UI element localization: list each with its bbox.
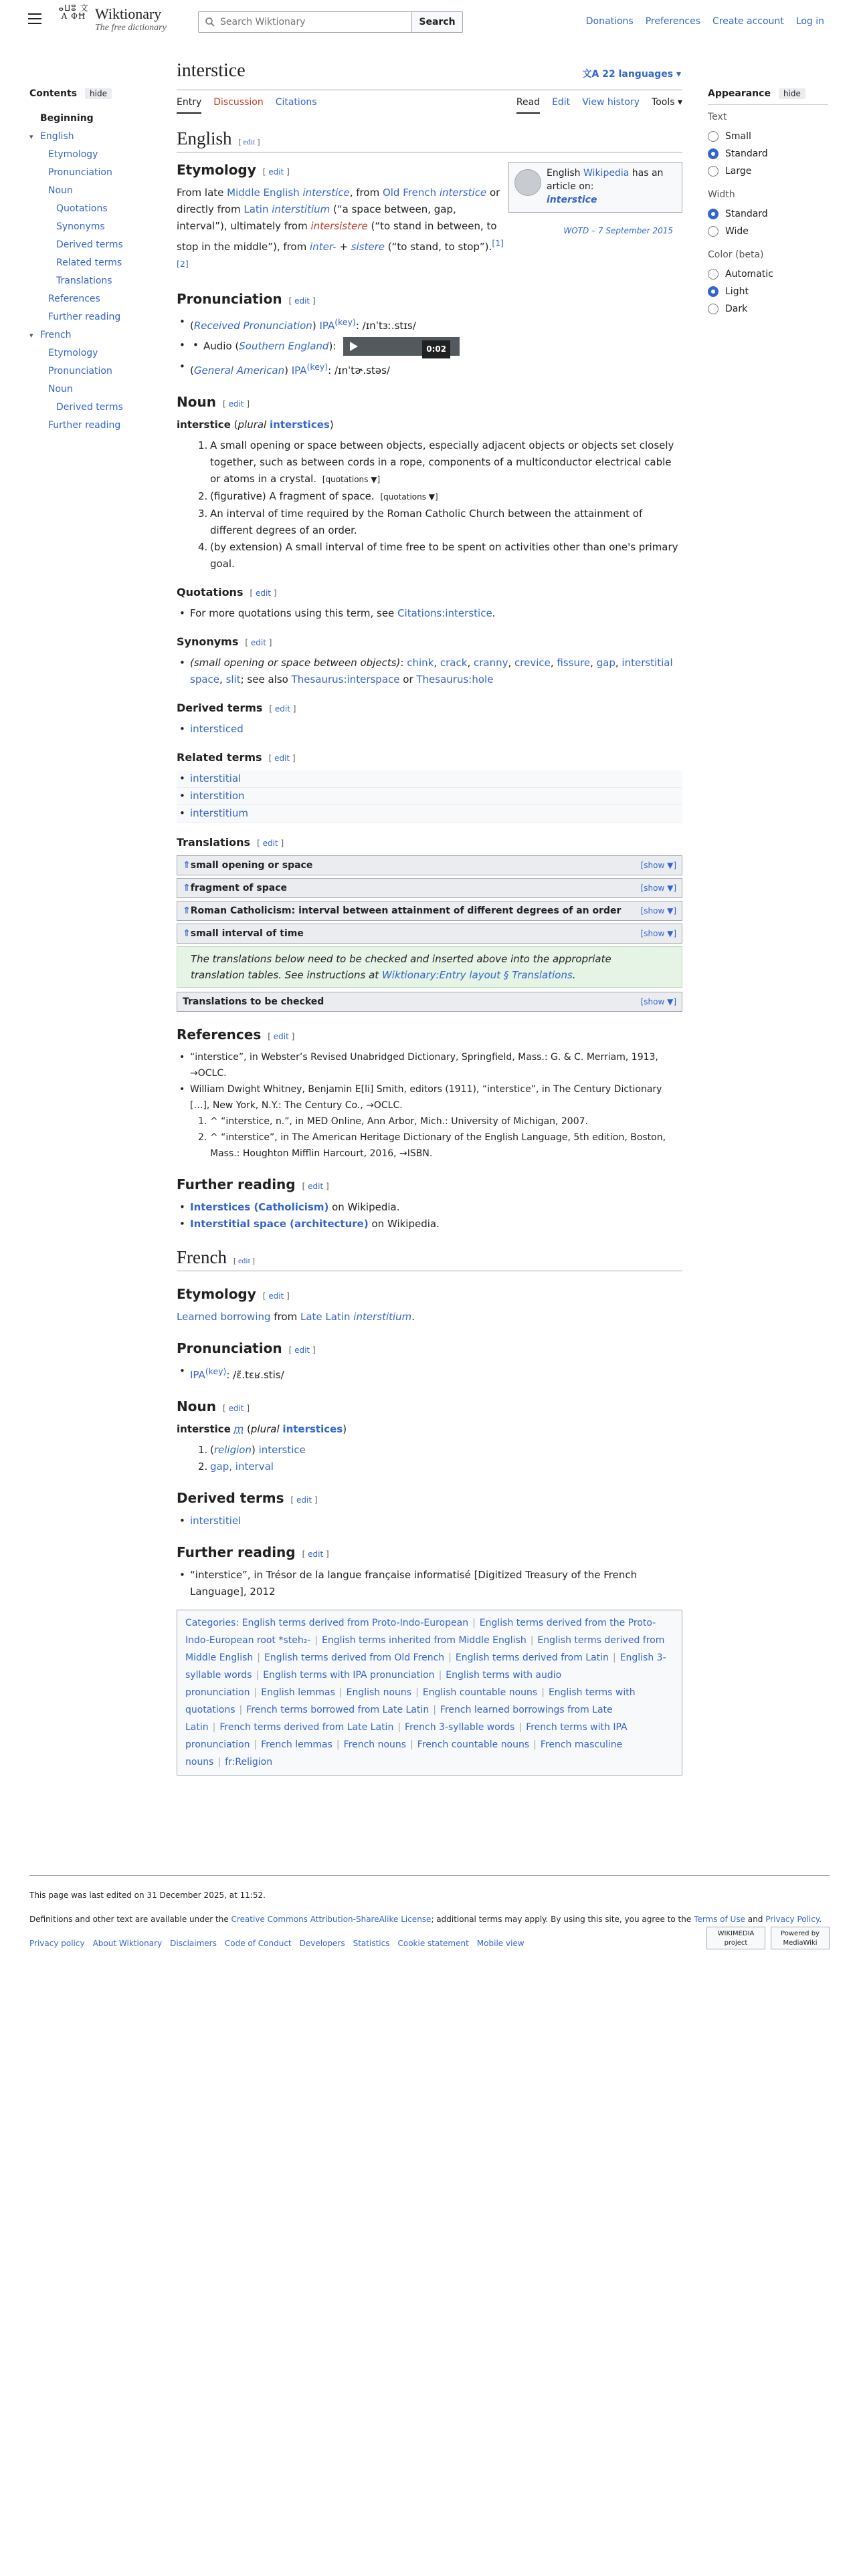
- derived-term: [177, 721, 682, 738]
- toc-item[interactable]: [29, 290, 150, 308]
- fr-derived-heading-text: Derived terms: [177, 1490, 284, 1506]
- cc-license-link[interactable]: Creative Commons Attribution-ShareAlike License: [231, 1915, 432, 1924]
- quotations-heading-text: Quotations: [177, 586, 244, 599]
- numbered-reference: 1. ^ “interstice, n.”, in MED Online, Ann Arbor, Mich.: University of Michigan, 2007.: [198, 1116, 588, 1127]
- log-in-link[interactable]: Log in: [795, 16, 824, 27]
- mediawiki-badge[interactable]: Powered by MediaWiki: [771, 1927, 830, 1949]
- related-heading-text: Related terms: [177, 751, 262, 764]
- translations-heading: Translations [ edit ]: [177, 836, 284, 849]
- radio-label: Standard: [725, 209, 768, 219]
- edit-further-link[interactable]: edit: [308, 1182, 324, 1191]
- toc-item-label: Related terms: [56, 257, 122, 268]
- footer-link[interactable]: About Wiktionary: [92, 1939, 163, 1948]
- synonym-link[interactable]: chink: [407, 657, 434, 669]
- fr-noun-heading-text: Noun: [177, 1398, 216, 1414]
- fr-ipa: • $IPA^{(key)}$: /ɛ̃.tɛʁ.stis/: [177, 1363, 682, 1384]
- wikipedia-logo-icon: [514, 169, 541, 196]
- french-etymology-text: Learned borrowing from Late Latin interstitium.: [177, 1311, 415, 1323]
- edit-noun-link[interactable]: edit: [228, 399, 244, 409]
- toc-item[interactable]: [29, 110, 150, 128]
- preferences-link[interactable]: Preferences: [645, 16, 701, 27]
- translation-table-header[interactable]: ⇑small opening or space [show ▼]: [177, 855, 682, 875]
- edit-fr-etymology-link[interactable]: edit: [268, 1291, 284, 1301]
- quotations-toggle-2[interactable]: [quotations ▼]: [380, 492, 438, 502]
- category-link[interactable]: English terms derived from Latin: [455, 1652, 609, 1663]
- category-link[interactable]: English terms with audio pronunciation: [185, 1670, 562, 1698]
- old-french-link[interactable]: Old French: [382, 187, 437, 199]
- edit-fr-further-link[interactable]: edit: [308, 1549, 324, 1559]
- toc-item[interactable]: [29, 128, 150, 146]
- show-button[interactable]: [show ▼]: [640, 883, 676, 893]
- toc-item-label: Beginning: [40, 113, 94, 124]
- toc-item-label: Further reading: [48, 312, 121, 322]
- toc-item-label: Further reading: [48, 420, 121, 431]
- translation-table-header[interactable]: ⇑small interval of time [show ▼]: [177, 924, 682, 944]
- category-link[interactable]: French masculine nouns: [185, 1739, 623, 1767]
- page-tabs: [177, 90, 682, 114]
- further-heading-text: Further reading: [177, 1176, 296, 1192]
- category-link[interactable]: English lemmas: [261, 1687, 335, 1698]
- radio-label: Standard: [725, 148, 768, 159]
- tab-edit[interactable]: Edit: [552, 97, 571, 108]
- edit-english-link[interactable]: edit: [243, 137, 256, 146]
- toc-item-label: English: [40, 131, 74, 142]
- table-of-contents: [29, 88, 150, 435]
- interstitium-link[interactable]: interstitium: [272, 203, 330, 215]
- chevron-down-icon: ▾: [677, 97, 682, 108]
- interstitium-link[interactable]: interstitium: [353, 1311, 412, 1323]
- french-definitions: [177, 1442, 682, 1475]
- edit-translations-link[interactable]: edit: [262, 839, 278, 848]
- pron-ga: • (General American) $IPA^{(key)}$: /ɪnˈtɚ.stəs/: [177, 358, 682, 379]
- category-link[interactable]: English terms derived from the Proto-Indo-European root *steh₂-: [185, 1618, 656, 1646]
- tab-read[interactable]: Read: [516, 90, 540, 114]
- tab-view-history[interactable]: View history: [582, 97, 640, 108]
- me-interstice-link[interactable]: interstice: [302, 187, 350, 199]
- toc-item-label: Derived terms: [56, 239, 123, 250]
- toc-item[interactable]: [29, 164, 150, 182]
- numbered-reference: 2. ^ “interstice”, in The American Heritage Dictionary of the English Language, 5th edition, Boston, Mass.: Houghton Mifflin Harcourt, 2016, →ISBN.: [198, 1132, 666, 1159]
- language-selector-button[interactable]: 文A 22 languages ▾: [582, 69, 681, 80]
- tools-menu[interactable]: [652, 90, 682, 114]
- radio-button[interactable]: [708, 131, 719, 142]
- last-edited: This page was last edited on 31 December 2025, at 11:52.: [29, 1891, 266, 1900]
- categories-label-link[interactable]: Categories:: [185, 1618, 240, 1628]
- radio-label: Dark: [725, 304, 748, 314]
- wiktionary-logo-icon[interactable]: ⴰⵡⵓ 文A ΦĦ: [58, 3, 89, 21]
- translation-table-header[interactable]: ⇑Roman Catholicism: interval between attainment of different degrees of an order [show ▼]: [177, 901, 682, 921]
- ipa-link[interactable]: IPA: [190, 1369, 205, 1381]
- radio-label: Large: [725, 166, 752, 177]
- english-etymology-text: From late Middle English interstice, from Old French interstice or directly from Latin interstitium (“a space between, gap, interval”), ultimately from intersistere (“to stand in between, to stop in the middle”), from inter- + sistere (“to stand, to stop”).[1][2]: [177, 187, 504, 269]
- thesaurus-link[interactable]: Thesaurus:hole: [416, 673, 494, 685]
- appearance-panel: [708, 88, 828, 318]
- category-link[interactable]: French terms with IPA pronunciation: [185, 1722, 628, 1750]
- sistere-link[interactable]: sistere: [351, 241, 385, 253]
- create-account-link[interactable]: Create account: [712, 16, 784, 27]
- english-etymology-heading: Etymology [ edit ]: [177, 162, 290, 178]
- intersticed-link[interactable]: intersticed: [190, 723, 244, 735]
- radio-button[interactable]: [708, 226, 719, 237]
- translations-tables: [177, 855, 682, 1012]
- fr-headword: interstice: [177, 1423, 231, 1435]
- radio-label: Automatic: [725, 269, 773, 280]
- toc-item[interactable]: [29, 308, 150, 326]
- french-headword-line: interstice m (plural interstices): [177, 1423, 347, 1435]
- references-heading: References [ edit ]: [177, 1027, 295, 1043]
- toc-item[interactable]: [29, 399, 150, 417]
- synonym-link[interactable]: slit: [225, 673, 241, 685]
- page-title: interstice: [177, 60, 246, 81]
- edit-synonyms-link[interactable]: edit: [250, 638, 266, 647]
- category-link[interactable]: French nouns: [343, 1739, 407, 1750]
- related-terms-list: [177, 770, 682, 823]
- further-reading-item: • Interstitial space (architecture) on Wikipedia.: [177, 1216, 682, 1232]
- english-noun-heading: Noun [ edit ]: [177, 394, 250, 410]
- edit-fr-noun-link[interactable]: edit: [228, 1404, 244, 1413]
- wikipedia-article-link[interactable]: interstice: [547, 195, 597, 205]
- category-link[interactable]: English terms inherited from Middle English: [322, 1635, 527, 1646]
- radio-option[interactable]: [708, 163, 828, 180]
- infobox-text: English: [547, 168, 581, 179]
- radio-option[interactable]: [708, 205, 828, 223]
- toc-item-label: Derived terms: [56, 402, 123, 413]
- footer-link[interactable]: Developers: [299, 1939, 345, 1948]
- reference-item: • William Dwight Whitney, Benjamin E[li] Smith, editors (1911), “interstice”, in The Century Dictionary […], New York, N.Y.: The Century Co., →OCLC.: [177, 1081, 682, 1113]
- synonyms-heading: Synonyms [ edit ]: [177, 635, 272, 648]
- fr-further-item: • “interstice”, in Trésor de la langue française informatisé [Digitized Treasury of the French Language], 2012: [177, 1567, 682, 1600]
- show-button[interactable]: [show ▼]: [640, 906, 676, 916]
- fr-definition-2: 2. gap, interval: [198, 1461, 274, 1473]
- toc-item-label: Etymology: [48, 348, 98, 358]
- fr-pron-heading-text: Pronunciation: [177, 1340, 282, 1356]
- logo-title[interactable]: Wiktionary: [95, 5, 162, 22]
- fr-derived-term: [177, 1513, 682, 1529]
- toc-title: Contents: [29, 88, 78, 99]
- toc-item[interactable]: [29, 182, 150, 200]
- category-link[interactable]: English terms derived from Middle English: [185, 1635, 665, 1663]
- thesaurus-link[interactable]: Thesaurus:interspace: [291, 673, 400, 685]
- interstitiel-link[interactable]: interstitiel: [190, 1515, 242, 1527]
- category-link[interactable]: English nouns: [346, 1687, 412, 1698]
- religion-link[interactable]: religion: [213, 1444, 252, 1456]
- radio-option[interactable]: [708, 300, 828, 318]
- plural-label: plural: [237, 419, 267, 431]
- late-latin-link[interactable]: Late Latin: [300, 1311, 351, 1323]
- audio-player[interactable]: [343, 337, 460, 356]
- edit-french-link[interactable]: edit: [237, 1256, 250, 1265]
- english-pronunciation-list: [177, 314, 682, 379]
- category-link[interactable]: English countable nouns: [422, 1687, 538, 1698]
- infobox-text-post: has an article on:: [547, 168, 664, 192]
- intersistere-link[interactable]: intersistere: [310, 220, 368, 232]
- plural-link[interactable]: interstices: [270, 419, 330, 431]
- color-title: Color (beta): [708, 249, 764, 260]
- tab-discussion[interactable]: Discussion: [213, 97, 264, 108]
- middle-english-link[interactable]: Middle English: [227, 187, 300, 199]
- footer-link[interactable]: Privacy policy: [29, 1939, 85, 1948]
- user-links: [574, 16, 824, 27]
- toc-item-label: References: [48, 294, 100, 304]
- toc-item[interactable]: [29, 362, 150, 381]
- footer: [29, 1875, 830, 1949]
- toc-item[interactable]: [29, 254, 150, 272]
- edit-quotations-link[interactable]: edit: [255, 588, 272, 598]
- toc-item[interactable]: [29, 146, 150, 164]
- toc-item[interactable]: [29, 200, 150, 218]
- synonym-link[interactable]: crack: [440, 657, 468, 669]
- english-headword-line: interstice (plural interstices): [177, 419, 334, 431]
- category-link[interactable]: English 3-syllable words: [185, 1652, 666, 1681]
- site-header: [0, 0, 859, 44]
- numbered-references: [177, 1113, 682, 1162]
- french-pronunciation-heading: Pronunciation [ edit ]: [177, 1340, 316, 1356]
- fr-further-heading-text: Further reading: [177, 1544, 296, 1560]
- toc-item-label: Translations: [56, 276, 112, 286]
- radio-button[interactable]: [708, 148, 719, 159]
- toc-item[interactable]: [29, 218, 150, 236]
- toc-item-label: Synonyms: [56, 221, 105, 232]
- english-pronunciation-heading: Pronunciation [ edit ]: [177, 291, 316, 307]
- further-reading-list: [177, 1199, 682, 1232]
- footer-link[interactable]: Cookie statement: [397, 1939, 469, 1948]
- appearance-hide-button[interactable]: hide: [779, 88, 805, 99]
- edit-references-link[interactable]: edit: [273, 1032, 289, 1041]
- ipa-key-link-ga[interactable]: (key): [306, 362, 328, 372]
- french-derived-heading: Derived terms [ edit ]: [177, 1490, 318, 1506]
- pronunciation-heading-text: Pronunciation: [177, 291, 282, 307]
- quotations-heading: Quotations [ edit ]: [177, 586, 277, 599]
- word-of-the-day-link[interactable]: WOTD – 7 September 2015: [563, 226, 673, 235]
- edit-pronunciation-link[interactable]: edit: [294, 296, 310, 306]
- edit-related-link[interactable]: edit: [274, 754, 290, 763]
- edit-etymology-link[interactable]: edit: [268, 167, 284, 177]
- tools-label: Tools: [652, 97, 675, 108]
- southern-england-link[interactable]: Southern England: [239, 340, 329, 352]
- category-link[interactable]: French terms derived from Late Latin: [219, 1722, 394, 1733]
- further-reading-heading: Further reading [ edit ]: [177, 1176, 329, 1192]
- edit-derived-link[interactable]: edit: [274, 704, 290, 714]
- toc-item-label: Etymology: [48, 149, 98, 160]
- french-heading-text: French: [177, 1247, 227, 1267]
- rp-link[interactable]: Received Pronunciation: [193, 320, 312, 332]
- search-icon: [205, 17, 215, 27]
- radio-label: Wide: [725, 226, 749, 237]
- ga-link[interactable]: General American: [193, 364, 285, 377]
- show-button[interactable]: [show ▼]: [640, 997, 676, 1006]
- derived-heading-text: Derived terms: [177, 702, 263, 714]
- fr-definition-1: 1. (religion) interstice: [198, 1444, 306, 1456]
- toc-item[interactable]: [29, 272, 150, 290]
- references-heading-text: References: [177, 1027, 262, 1043]
- wikipedia-article-link[interactable]: Interstitial space (architecture): [190, 1218, 369, 1230]
- related-term-link[interactable]: interstitial: [190, 772, 242, 784]
- text-size-title: Text: [708, 112, 727, 122]
- main-content: [177, 60, 682, 1776]
- french-further-heading: Further reading [ edit ]: [177, 1544, 329, 1560]
- english-heading-text: English: [177, 128, 232, 148]
- translations-heading-text: Translations: [177, 836, 251, 849]
- tab-entry[interactable]: Entry: [177, 90, 201, 114]
- category-link[interactable]: English terms derived from Proto-Indo-European: [242, 1618, 469, 1628]
- pron-rp: • (Received Pronunciation) $IPA^{(key)}$: /ɪnˈtɜː.stɪs/: [177, 314, 682, 334]
- footer-link[interactable]: Mobile view: [476, 1939, 524, 1948]
- related-term-link[interactable]: interstitium: [190, 807, 248, 819]
- radio-button[interactable]: [708, 286, 719, 297]
- search-box: [198, 11, 463, 33]
- toc-item-label: Quotations: [56, 203, 108, 214]
- noun-heading-text: Noun: [177, 394, 216, 410]
- toc-item-label: Noun: [48, 384, 73, 395]
- etymology-heading-text: Etymology: [177, 162, 256, 178]
- toc-item[interactable]: [29, 236, 150, 254]
- toc-item[interactable]: [29, 381, 150, 399]
- definition-2: 2. (figurative) A fragment of space. [quotations ▼]: [198, 490, 438, 502]
- chevron-down-icon[interactable]: ▾: [29, 331, 33, 340]
- synonym-link[interactable]: gap: [596, 657, 615, 669]
- radio-button[interactable]: [708, 304, 719, 314]
- wikimedia-badge[interactable]: WIKIMEDIA project: [706, 1927, 765, 1949]
- wikipedia-article-link[interactable]: Interstices (Catholicism): [190, 1201, 329, 1213]
- search-button[interactable]: Search: [411, 12, 462, 32]
- category-link[interactable]: French terms borrowed from Late Latin: [246, 1705, 430, 1715]
- definition-1: 1. A small opening or space between objects, especially adjacent objects or objects set closely together, such as between cords in a rope, components of a multiconductor electrical cable or atoms in a crystal. [quotations ▼]: [198, 439, 674, 485]
- footer-link[interactable]: Statistics: [353, 1939, 390, 1948]
- ipa-key-link[interactable]: (key): [205, 1366, 227, 1376]
- toc-item-label: Noun: [48, 185, 73, 196]
- synonym-link[interactable]: cranny: [473, 657, 508, 669]
- footer-link[interactable]: Code of Conduct: [224, 1939, 292, 1948]
- edit-fr-pron-link[interactable]: edit: [294, 1346, 310, 1355]
- references-list: [177, 1049, 682, 1113]
- toc-item[interactable]: [29, 417, 150, 435]
- language-count: 22 languages: [602, 69, 674, 80]
- derived-terms-heading: Derived terms [ edit ]: [177, 702, 296, 714]
- wikipedia-infobox: [508, 162, 682, 213]
- inter-link[interactable]: inter-: [310, 241, 337, 253]
- translations-check-note: The translations below need to be checked and inserted above into the appropriate translation tables. See instructions at Wiktionary:Entry layout § Translations.: [177, 946, 682, 988]
- french-etymology-heading: Etymology [ edit ]: [177, 1286, 290, 1302]
- license-text: Definitions and other text are available under the Creative Commons Attribution-ShareAlike License; additional terms may apply. By using this site, you agree to the Terms of Use and Privacy Policy.: [29, 1915, 822, 1924]
- radio-option[interactable]: [708, 145, 828, 163]
- radio-option[interactable]: [708, 265, 828, 283]
- logo-tagline: The free dictionary: [95, 23, 167, 33]
- translations-to-check-header[interactable]: Translations to be checked [show ▼]: [177, 992, 682, 1012]
- english-definitions: [177, 437, 682, 572]
- radio-label: Light: [725, 286, 749, 297]
- ipa-key-link[interactable]: (key): [335, 317, 356, 327]
- main-menu-icon[interactable]: [28, 13, 41, 24]
- toc-item[interactable]: [29, 344, 150, 362]
- radio-label: Small: [725, 131, 751, 142]
- ipa-link[interactable]: IPA: [319, 320, 335, 332]
- reference-item: • “interstice”, in Webster’s Revised Unabridged Dictionary, Springfield, Mass.: G. & C. Merriam, 1913, →OCLC.: [177, 1049, 682, 1081]
- privacy-policy-link[interactable]: Privacy Policy: [765, 1915, 820, 1924]
- quotations-item: • For more quotations using this term, see Citations:interstice.: [177, 605, 682, 622]
- categories-box: Categories: English terms derived from Proto-Indo-European | English terms derived from the Proto-Indo-European root *steh₂- | English terms inherited from Middle English | English terms derived from Middle English | English terms derived from Old French | English terms derived from Latin | English 3-syllable words | English terms with IPA pronunciation | English terms with audio pronunciation | English lemmas | English nouns | English countable nouns | English terms with quotations | French terms borrowed from Late Latin | French learned borrowings from Late Latin | French terms derived from Late Latin | French 3-syllable words | French terms with IPA pronunciation | French lemmas | French nouns | French countable nouns | French masculine nouns | fr:Religion: [177, 1610, 682, 1776]
- wikipedia-link[interactable]: Wikipedia: [583, 168, 630, 179]
- show-button[interactable]: [show ▼]: [640, 861, 676, 870]
- footer-link[interactable]: Disclaimers: [170, 1939, 217, 1948]
- terms-link[interactable]: Terms of Use: [694, 1915, 745, 1924]
- category-link[interactable]: English terms with quotations: [185, 1687, 636, 1715]
- play-icon[interactable]: [350, 342, 358, 351]
- radio-button[interactable]: [708, 209, 719, 219]
- category-link[interactable]: French countable nouns: [417, 1739, 530, 1750]
- width-title: Width: [708, 189, 735, 200]
- pron-audio: • • Audio (Southern England): 0:02: [177, 337, 682, 356]
- category-link[interactable]: French learned borrowings from Late Latin: [185, 1705, 613, 1733]
- chevron-down-icon[interactable]: ▾: [29, 132, 33, 141]
- search-input[interactable]: [199, 12, 411, 32]
- audio-duration: 0:02: [422, 340, 450, 358]
- toc-hide-button[interactable]: hide: [85, 88, 112, 99]
- category-link[interactable]: English terms with IPA pronunciation: [263, 1670, 435, 1681]
- toc-item-label: French: [40, 330, 72, 340]
- toc-item-label: Pronunciation: [48, 366, 112, 377]
- tab-citations[interactable]: Citations: [275, 97, 317, 108]
- citations-link[interactable]: Citations:interstice: [397, 607, 492, 619]
- edit-fr-derived-link[interactable]: edit: [296, 1495, 312, 1505]
- radio-button[interactable]: [708, 166, 719, 177]
- quotations-toggle-1[interactable]: [quotations ▼]: [322, 475, 381, 484]
- etymology-footnote-link[interactable]: [1][2]: [177, 238, 504, 269]
- radio-button[interactable]: [708, 269, 719, 280]
- category-link[interactable]: French 3-syllable words: [405, 1722, 515, 1733]
- translation-table-header[interactable]: ⇑fragment of space [show ▼]: [177, 878, 682, 898]
- french-noun-heading: Noun [ edit ]: [177, 1398, 250, 1414]
- appearance-title: Appearance: [708, 88, 771, 99]
- fr-plural-link[interactable]: interstices: [282, 1423, 343, 1435]
- gender-link[interactable]: m: [233, 1423, 244, 1435]
- related-terms-heading: Related terms [ edit ]: [177, 751, 296, 764]
- synonym-link[interactable]: interstitial space: [190, 657, 673, 685]
- toc-item-label: Pronunciation: [48, 167, 112, 178]
- toc-item[interactable]: [29, 326, 150, 344]
- headword: interstice: [177, 419, 231, 431]
- of-interstice-link[interactable]: interstice: [439, 187, 487, 199]
- latin-link[interactable]: Latin: [244, 203, 269, 215]
- french-heading: French [ edit ]: [177, 1247, 682, 1271]
- fr-etymology-heading-text: Etymology: [177, 1286, 256, 1302]
- category-link[interactable]: French lemmas: [261, 1739, 332, 1750]
- english-heading: English [ edit ]: [177, 128, 682, 152]
- related-term-link[interactable]: interstition: [190, 790, 245, 802]
- radio-option[interactable]: [708, 128, 828, 145]
- radio-option[interactable]: [708, 223, 828, 240]
- category-link[interactable]: fr:Religion: [225, 1757, 273, 1767]
- ipa-link-ga[interactable]: IPA: [291, 364, 307, 377]
- entry-layout-link[interactable]: Wiktionary:Entry layout § Translations: [381, 969, 573, 981]
- learned-borrowing-link[interactable]: Learned borrowing: [177, 1311, 271, 1323]
- further-reading-item: • Interstices (Catholicism) on Wikipedia.: [177, 1199, 682, 1216]
- donations-link[interactable]: Donations: [585, 16, 634, 27]
- category-link[interactable]: English terms derived from Old French: [264, 1652, 445, 1663]
- synonyms-item: • (small opening or space between objects): chink, crack, cranny, crevice, fissure, gap, interstitial space, slit; see also Thesaurus:interspace or Thesaurus:hole: [177, 655, 682, 688]
- show-button[interactable]: [show ▼]: [640, 929, 676, 938]
- definition-3: 3. An interval of time required by the Roman Catholic Church between the attainment of different degrees of an order.: [198, 508, 643, 536]
- radio-option[interactable]: [708, 283, 828, 300]
- synonyms-heading-text: Synonyms: [177, 635, 239, 648]
- definition-4: 4. (by extension) A small interval of time free to be spent on activities other than one's primary goal.: [198, 541, 678, 570]
- synonym-link[interactable]: fissure: [557, 657, 591, 669]
- synonym-link[interactable]: crevice: [514, 657, 551, 669]
